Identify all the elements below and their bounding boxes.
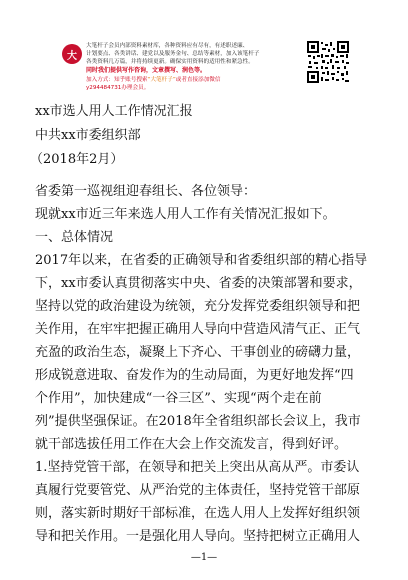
banner-join-method xyxy=(86,76,220,84)
para1-line-7: 个作用”，加快建成“一谷三区”、实现“两个走在前 xyxy=(35,391,322,406)
page-number: —1— xyxy=(190,552,218,563)
para1-line-5: 充盈的政治生态，凝聚上下齐心、干事创业的磅礴力量， xyxy=(35,345,361,360)
intro-line: 现就xx市近三年来选人用人工作有关情况汇报如下。 xyxy=(35,207,336,222)
para1-line-9: 就干部选拔任用工作在大会上作交流发言，得到好评。 xyxy=(35,437,348,452)
brand-logo: 大 xyxy=(62,44,82,64)
para1-line-3: 坚持以党的政治建设为统领，充分发挥党委组织领导和把 xyxy=(35,299,361,314)
salutation: 省委第一巡视组迎春组长、各位领导： xyxy=(35,184,257,199)
subsection1-line-3: 则，落实新时期好干部标准，在选人用人上发挥好组织领 xyxy=(35,506,361,521)
banner-join-suffix: 或者直接添加微信 xyxy=(175,77,221,83)
para1-line-1: 2017年以来，在省委的正确领导和省委组织部的精心指导 xyxy=(35,253,368,268)
qr-code-icon xyxy=(306,40,350,84)
para1-line-8: 列”提供坚强保证。在2018年全省组织部长会议上，我市 xyxy=(35,414,361,429)
banner-line-6: y294484731办理会员。 xyxy=(86,85,150,91)
section-heading-overview: 一、总体情况 xyxy=(35,230,114,245)
para1-line-6: 形成锐意进取、奋发作为的生动局面，为更好地发挥“四 xyxy=(35,368,354,383)
banner-line-4: 同时我们提供写作咨询，文章撰写、润色等。 xyxy=(86,67,207,74)
banner-join-prefix: 加入方式：知乎账号搜索 xyxy=(86,77,148,83)
para1-line-4: 关作用，在牢牢把握正确用人导向中营造风清气正、正气 xyxy=(35,322,361,337)
banner-join-highlight: “大笔杆子” xyxy=(147,77,176,83)
issuing-organization: 中共xx市委组织部 xyxy=(35,128,141,143)
report-title: xx市选人用人工作情况汇报 xyxy=(35,104,193,119)
para1-line-2: 下，xx市委认真贯彻落实中央、省委的决策部署和要求， xyxy=(35,276,362,291)
subsection1-line-1: 1.坚持党管干部，在领导和把关上突出从高从严。市委认 xyxy=(35,460,360,475)
banner-line-1: 大笔杆子会员内部资料素材库，各种资料应有尽有，有述职述廉、 xyxy=(86,43,249,49)
subsection1-line-2: 真履行党要管党、从严治党的主体责任，坚持党管干部原 xyxy=(35,483,361,498)
subsection1-line-4: 导和把关作用。一是强化用人导向。坚持把树立正确用人 xyxy=(35,529,361,544)
membership-banner xyxy=(62,40,350,96)
report-date: （2018年2月） xyxy=(30,152,124,167)
banner-line-3: 各类资料几万篇，并将持续更新。确保实用资料的适用性和紧急性。 xyxy=(86,59,254,65)
banner-line-2: 计划要点、各类讲话、建党以及服务金句、总结等素材，加入该笔杆子 xyxy=(86,51,260,57)
